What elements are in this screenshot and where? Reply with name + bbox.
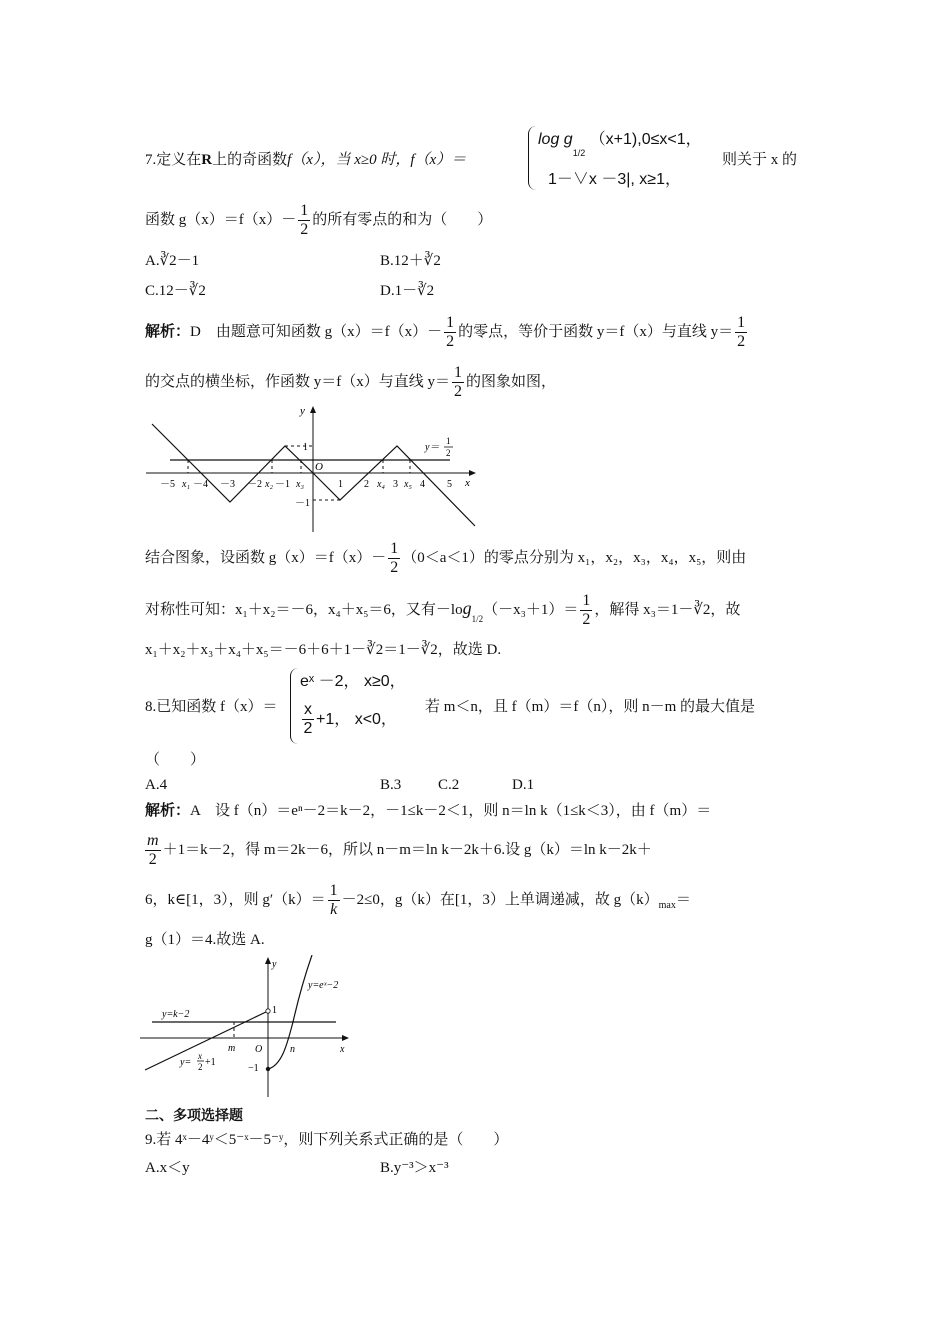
y-label: y bbox=[300, 405, 305, 417]
svg-text:x: x bbox=[198, 1051, 202, 1061]
fraction: $\frac{1}{2}$ bbox=[454, 364, 462, 401]
q8-paren: （ ） bbox=[145, 752, 206, 768]
svg-text:x₃: x₃ bbox=[296, 479, 304, 490]
sol7-line1: 解析：D 由题意可知函数 g（x）＝f（x）－ $\frac{1}{2}$ 的零点，等价于函数 y＝f（x）与直线 y＝ $\frac{1}{2}$ bbox=[145, 314, 746, 351]
svg-text:2: 2 bbox=[446, 448, 451, 458]
figure-8-graph bbox=[140, 955, 365, 1100]
svg-text:－4: －4 bbox=[193, 479, 208, 490]
q8-option-c[interactable]: C.2 bbox=[438, 777, 460, 793]
q7-stem-line1: 7.定义在R上的奇函数f（x），当 x≥0 时，f（x）＝ bbox=[145, 152, 467, 168]
svg-text:－5: －5 bbox=[160, 479, 175, 490]
fraction: $\frac{1}{2}$ bbox=[446, 314, 455, 351]
svg-text:y: y bbox=[272, 959, 277, 970]
fraction: $\frac{1}{2}$ bbox=[300, 202, 309, 239]
fraction: $\frac{1}{k}$ bbox=[329, 882, 338, 919]
section-title: 二、多项选择题 bbox=[145, 1108, 243, 1124]
q8-option-a[interactable]: A.4 bbox=[145, 777, 168, 793]
sol7-line2: 的交点的横坐标，作函数 y＝f（x）与直线 y＝ $\frac{1}{2}$ 的图象如图， bbox=[145, 364, 557, 401]
svg-text:x₄: x₄ bbox=[377, 479, 385, 490]
x-label: x bbox=[465, 477, 470, 489]
fraction: $\frac{m}{2}$ bbox=[147, 832, 159, 869]
line-label: y＝ bbox=[425, 442, 440, 453]
svg-text:−1: −1 bbox=[248, 1063, 259, 1074]
q7-case1: $\log g_{1/2}$ （x+1),0≤x<1， bbox=[538, 131, 702, 158]
q8-option-d[interactable]: D.1 bbox=[512, 777, 535, 793]
svg-text:+1: +1 bbox=[205, 1057, 216, 1068]
svg-text:x: x bbox=[340, 1044, 345, 1055]
q7-case2: 1－∨x －3|, x≥1， bbox=[548, 171, 681, 188]
svg-text:n: n bbox=[290, 1044, 295, 1055]
fraction: $\frac{1}{2}$ bbox=[390, 540, 399, 577]
svg-text:－2: －2 bbox=[247, 479, 262, 490]
svg-text:1: 1 bbox=[272, 1005, 277, 1016]
sol8-line4: g（1）＝4.故选 A. bbox=[145, 932, 265, 948]
sol8-line3: 6，k∈[1，3），则 g′（k）＝ $\frac{1}{k}$ －2≤0，g（k）在[1，3）上单调递减，故 $g(k)_{max}=$ bbox=[145, 882, 691, 919]
svg-text:1: 1 bbox=[338, 479, 343, 490]
sol8-line2: $\frac{m}{2}$ ＋1＝k－2，得 m＝2k－6，所以 n－m＝ln k－2k＋6.设 g（k）＝ln k－2k＋ bbox=[147, 832, 652, 869]
curve-label: y=eˣ−2 bbox=[308, 980, 339, 991]
q7-stem-line1-end: 则关于 x 的 bbox=[722, 152, 798, 168]
tick-labels bbox=[160, 479, 452, 490]
q8-option-b[interactable]: B.3 bbox=[380, 777, 402, 793]
origin-label: O bbox=[315, 461, 323, 473]
q7-option-b[interactable]: B.12＋∛2 bbox=[380, 253, 441, 269]
svg-text:4: 4 bbox=[420, 479, 425, 490]
q8-piecewise-brace bbox=[290, 668, 299, 744]
svg-text:－3: －3 bbox=[220, 479, 235, 490]
q9-option-a[interactable]: A.x＜y bbox=[145, 1160, 190, 1176]
sol8-line1: 解析：A 设 f（n）＝eⁿ－2＝k－2，－1≤k－2＜1，则 n＝ln k（1≤k＜3），由 f（m）＝ bbox=[145, 803, 712, 819]
q8-case1: eˣ －2， x≥0， bbox=[300, 673, 406, 690]
q7-stem-line2: 函数 g（x）＝f（x）－ $\frac{1}{2}$ 的所有零点的和为（ ） bbox=[145, 202, 493, 239]
q8-case2: $\frac{x}{2}$ +1， x<0， bbox=[303, 701, 397, 738]
q7-piecewise-brace bbox=[528, 126, 537, 190]
svg-text:x₂: x₂ bbox=[265, 479, 273, 490]
sol7-line5: x₁＋x₂＋x₃＋x₄＋x₅＝－6＋6＋1－∛2＝1－∛2，故选 D. bbox=[145, 642, 502, 658]
fraction: $\frac{1}{2}$ bbox=[737, 314, 746, 351]
svg-text:2: 2 bbox=[198, 1062, 203, 1072]
sol7-line3: 结合图象，设函数 g（x）＝f（x）－ $\frac{1}{2}$ （0＜a＜1）的零点分别为 x₁，x₂，x₃，x₄，x₅，则由 bbox=[145, 540, 747, 577]
q7-option-c[interactable]: C.12－∛2 bbox=[145, 283, 206, 299]
svg-text:－1: －1 bbox=[295, 498, 310, 509]
sol7-line4: 对称性可知：x₁＋x₂＝－6，x₄＋x₅＝6，又有$-\log_{1/2}(-x_3+1)=$ $\frac{1}{2}$ ，解得 x₃＝1－∛2，故 bbox=[145, 592, 741, 629]
svg-text:x₅: x₅ bbox=[404, 479, 412, 490]
svg-text:1: 1 bbox=[303, 442, 308, 453]
q8-stem: 8.已知函数 f（x）＝ bbox=[145, 699, 278, 715]
fraction: $\frac{1}{2}$ bbox=[582, 592, 591, 629]
q9-stem: 9.若 4ˣ－4ʸ＜5⁻ˣ－5⁻ʸ，则下列关系式正确的是（ ） bbox=[145, 1132, 509, 1148]
svg-text:－1: －1 bbox=[275, 479, 290, 490]
line-k-label: y=k−2 bbox=[162, 1009, 190, 1020]
q8-stem-end: 若 m＜n，且 f（m）＝f（n），则 n－m 的最大值是 bbox=[425, 699, 755, 715]
line-half-label: y= bbox=[180, 1057, 192, 1068]
svg-text:1: 1 bbox=[446, 436, 451, 446]
svg-text:x₁: x₁ bbox=[182, 479, 190, 490]
svg-text:m: m bbox=[228, 1043, 236, 1054]
q9-option-b[interactable]: B.y⁻³＞x⁻³ bbox=[380, 1160, 449, 1176]
svg-text:O: O bbox=[255, 1044, 263, 1055]
svg-text:3: 3 bbox=[393, 479, 398, 490]
q7-option-d[interactable]: D.1－∛2 bbox=[380, 283, 435, 299]
fraction: $\frac{x}{2}$ bbox=[303, 701, 313, 738]
q7-option-a[interactable]: A.∛2－1 bbox=[145, 253, 200, 269]
figure-7-graph bbox=[140, 400, 485, 535]
svg-text:5: 5 bbox=[447, 479, 452, 490]
svg-text:2: 2 bbox=[364, 479, 369, 490]
